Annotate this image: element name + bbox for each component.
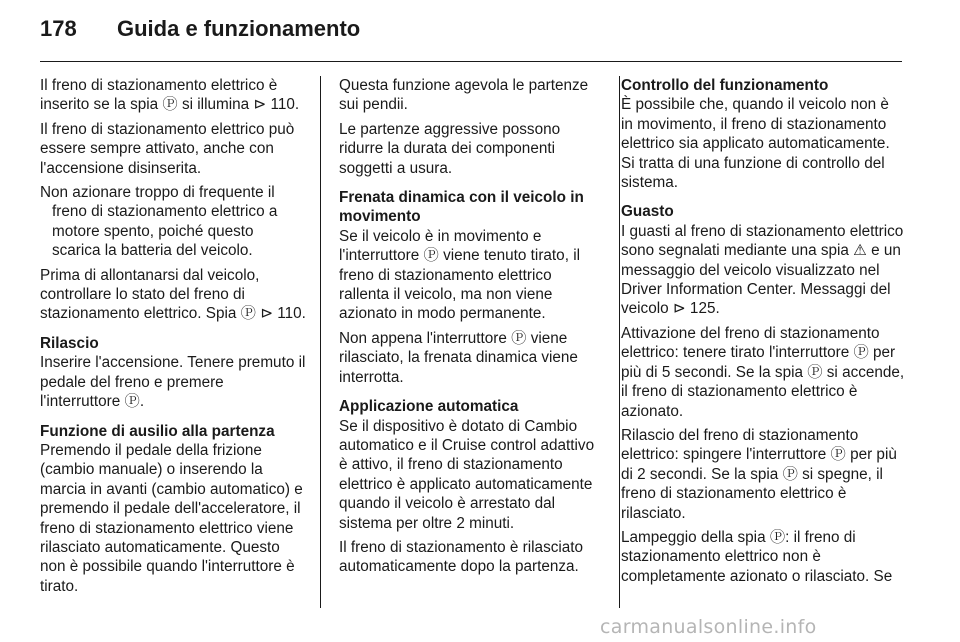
paragraph: Il freno di stazionamento è rilasciato automaticamente dopo la partenza. bbox=[339, 538, 584, 576]
section-heading: Controllo del funzionamento bbox=[621, 77, 829, 94]
paragraph: Premendo il pedale della frizione (cambio manuale) o inserendo la marcia in avanti (cambio automatico) e premendo il pedale dell'acceleratore, il freno di stazionamento elettrico viene rilasciato automaticamente. Questo non è possibile quando l'interruttore è tirato. bbox=[40, 441, 303, 595]
paragraph: Le partenze aggressive possono ridurre la durata dei componenti soggetti a usura. bbox=[339, 120, 561, 177]
column-1 bbox=[40, 76, 306, 601]
paragraph: Prima di allontanarsi dal veicolo, controllare lo stato del freno di stazionamento elettrico. Spia Ⓟ ⊳ 110. bbox=[40, 266, 306, 323]
paragraph: Se il dispositivo è dotato di Cambio automatico e il Cruise control adattivo è attivo, il freno di stazionamento elettrico è applicato automaticamente quando il veicolo è arrestato dal sistema per oltre 2 minuti. bbox=[339, 417, 595, 532]
section-heading: Frenata dinamica con il veicolo in movimento bbox=[339, 189, 584, 226]
header-divider bbox=[40, 61, 902, 62]
section-heading: Funzione di ausilio alla partenza bbox=[40, 422, 275, 440]
paragraph: È possibile che, quando il veicolo non è in movimento, il freno di stazionamento elettrico sia applicato automaticamente. Si tratta di una funzione di controllo del sistema. bbox=[621, 96, 890, 192]
paragraph: Non appena l'interruttore Ⓟ viene rilasciato, la frenata dinamica viene interrotta. bbox=[339, 329, 578, 386]
paragraph: Lampeggio della spia Ⓟ: il freno di stazionamento elettrico non è completamente azionato o rilasciato. Se bbox=[621, 528, 893, 585]
section-heading: Applicazione automatica bbox=[339, 398, 519, 416]
paragraph: Inserire l'accensione. Tenere premuto il pedale del freno e premere l'interruttore Ⓟ. bbox=[40, 354, 306, 411]
paragraph: Questa funzione agevola le partenze sui pendii. bbox=[339, 77, 589, 114]
column-divider bbox=[320, 76, 321, 608]
paragraph: Rilascio del freno di stazionamento elettrico: spingere l'interruttore Ⓟ per più di 2 secondi. Se la spia Ⓟ si spegne, il freno di stazionamento elettrico è rilasciato. bbox=[621, 426, 897, 522]
paragraph: Il freno di stazionamento elettrico può essere sempre attivato, anche con l'accensione disinserita. bbox=[40, 120, 295, 177]
column-2 bbox=[339, 76, 605, 582]
paragraph: Non azionare troppo di frequente il freno di stazionamento elettrico a motore spento, poiché questo scarica la batteria del veicolo. bbox=[40, 184, 278, 260]
page-title: Guida e funzionamento bbox=[117, 16, 361, 41]
section-heading: Rilascio bbox=[40, 334, 99, 352]
page-number: 178 bbox=[40, 16, 77, 41]
watermark: carmanualsonline.info bbox=[600, 616, 817, 638]
paragraph: Attivazione del freno di stazionamento elettrico: tenere tirato l'interruttore Ⓟ per più di 5 secondi. Se la spia Ⓟ si accende, il freno di stazionamento elettrico è azionato. bbox=[621, 324, 905, 420]
paragraph: Se il veicolo è in movimento e l'interruttore Ⓟ viene tenuto tirato, il freno di stazionamento elettrico rallenta il veicolo, ma non viene azionato in modo permanente. bbox=[339, 227, 580, 323]
paragraph: I guasti al freno di stazionamento elettrico sono segnalati mediante una spia ⚠ e un messaggio del veicolo visualizzato nel Driver Information Center. Messaggi del veicolo ⊳ 125. bbox=[621, 222, 904, 318]
column-divider bbox=[619, 76, 620, 608]
paragraph: Il freno di stazionamento elettrico è inserito se la spia Ⓟ si illumina ⊳ 110. bbox=[40, 77, 300, 114]
section-heading: Guasto bbox=[621, 203, 674, 221]
column-3 bbox=[621, 76, 905, 591]
page-header bbox=[0, 0, 960, 60]
